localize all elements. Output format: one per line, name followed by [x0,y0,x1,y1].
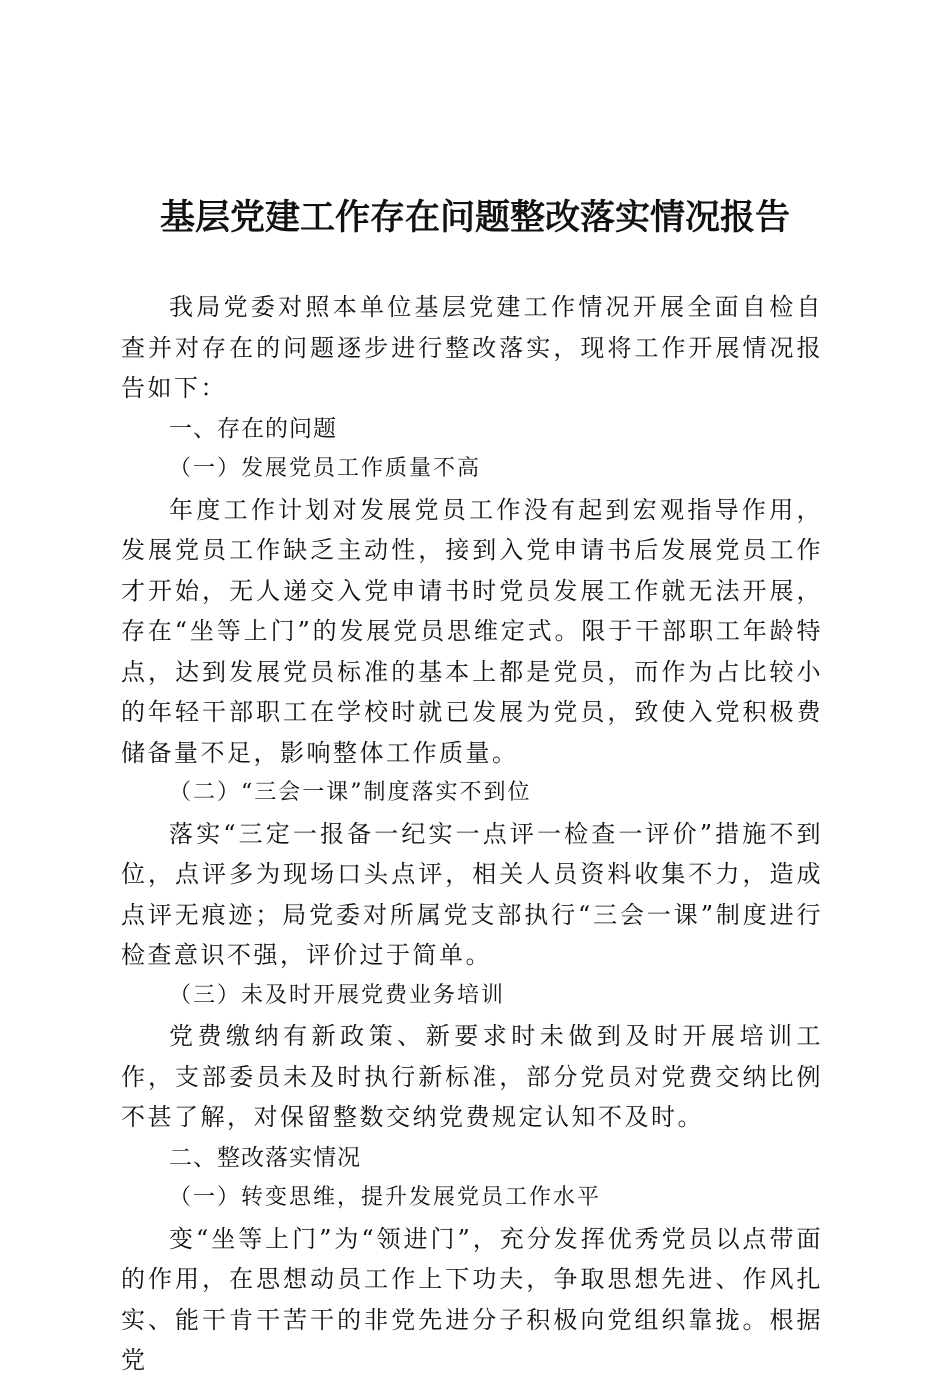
section-1-sub-3-paragraph: 党费缴纳有新政策、新要求时未做到及时开展培训工作，支部委员未及时执行新标准，部分党员对党费交纳比例不甚了解，对保留整数交纳党费规定认知不及时。 [121,1022,823,1131]
section-1-sub-1-paragraph: 年度工作计划对发展党员工作没有起到宏观指导作用，发展党员工作缺乏主动性，接到入党申请书后发展党员工作才开始，无人递交入党申请书时党员发展工作就无法开展，存在“坐等上门”的发展党员思维定式。限于干部职工年龄特点，达到发展党员标准的基本上都是党员，而作为占比较小的年轻干部职工在学校时就已发展为党员，致使入党积极费储备量不足，影响整体工作质量。 [121,495,823,767]
section-2-heading: 二、整改落实情况 [169,1144,361,1171]
document-title: 基层党建工作存在问题整改落实情况报告 [159,197,790,238]
section-1-sub-3-heading: （三）未及时开展党费业务培训 [169,982,506,1008]
section-2-sub-1-heading: （一）转变思维，提升发展党员工作水平 [169,1185,602,1210]
document-body [121,287,823,1381]
intro-paragraph: 我局党委对照本单位基层党建工作情况开展全面自检自查并对存在的问题逐步进行整改落实，现将工作开展情况报告如下： [121,293,823,402]
section-1-sub-1-heading: （一）发展党员工作质量不高 [169,456,482,481]
section-1-heading: 一、存在的问题 [169,415,337,442]
section-1-sub-2-paragraph: 落实“三定一报备一纪实一点评一检查一评价”措施不到位，点评多为现场口头点评，相关人员资料收集不力，造成点评无痕迹；局党委对所属党支部执行“三会一课”制度进行检查意识不强，评价过于简单。 [121,819,823,969]
section-1-sub-2-heading: （二）“三会一课”制度落实不到位 [169,780,532,805]
section-2-sub-1-paragraph: 变“坐等上门”为“领进门”，充分发挥优秀党员以点带面的作用，在思想动员工作上下功夫，争取思想先进、作风扎实、能干肯干苦干的非党先进分子积极向党组织靠拢。根据党 [121,1224,823,1374]
